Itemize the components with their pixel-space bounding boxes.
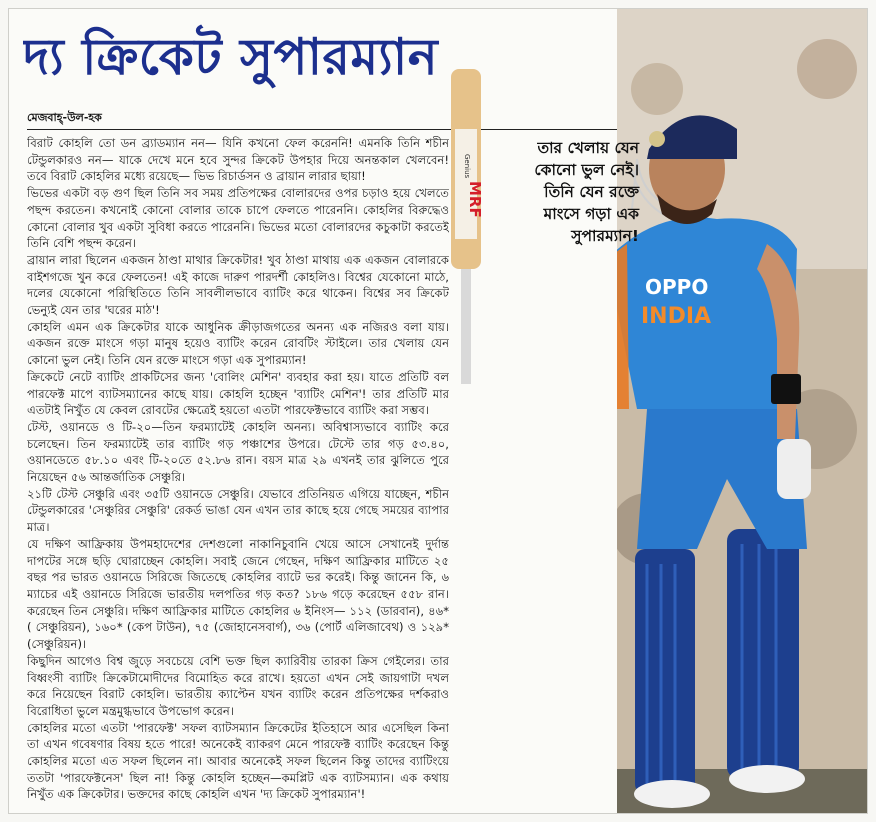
bat-handle [461, 269, 471, 384]
paragraph: কোহলির মতো এতটা 'পারফেক্ট' সফল ব্যাটসম্যান ক্রিকেটের ইতিহাসে আর এসেছিল কিনা তা এখন গবেষণার বিষয় হতে পারে! অনেকেই ব্যাকরণ মেনে পারফেক্ট ব্যাটিং করেছেন কিন্তু কোহলির মতো এত সফল ছিলেন না। আবার অনেকেই সফল ছিলেন কিন্তু তাদের ব্যাটিংয়ে ততটা 'পারফেক্টনেস' ছিল না! কিন্তু কোহলি হচ্ছেন—কমপ্লিট এক ব্যাটসম্যান। এক কথায় নিখুঁত এক ক্রিকেটার। ভক্তদের কাছে কোহলি এখন 'দ্য ক্রিকেট সুপারম্যান'! [27, 720, 449, 802]
paragraph: ক্রিকেটে নেটে ব্যাটিং প্রাকটিসের জন্য 'বোলিং মেশিন' ব্যবহার করা হয়। যাতে প্রতিটি বল পারফেক্ট মাপে ব্যাটসম্যানের কাছে যায়। কোহলি হচ্ছেন 'ব্যাটিং মেশিন'! তার প্রতিটি মার এতটাই নিখুঁত যে কেবল রোবটের ক্ষেত্রেই হয়তো এতটা পারফেক্টভাবে ব্যাটিং করা সম্ভব। [27, 369, 449, 418]
paragraph: টেস্ট, ওয়ানডে ও টি-২০—তিন ফরম্যাটেই কোহলি অনন্য। অবিশ্বাস্যভাবে ব্যাটিং করে চলেছেন। তিন ফরম্যাটেই তার ব্যাটিং গড় পঞ্চাশের উপরে। টেস্টে তার গড় ৫৩.৪০, ওয়ানডেতে ৫৮.১০ এবং টি-২০তে ৫২.৮৬ রান। বয়স মাত্র ২৯ এখনই তার ঝুলিতে পুরে নিয়েছেন ৫৬ আন্তর্জাতিক সেঞ্চুরি। [27, 419, 449, 485]
paragraph: ভিভের একটা বড় গুণ ছিল তিনি সব সময় প্রতিপক্ষের বোলারদের ওপর চড়াও হয়ে খেলতে পছন্দ করতেন। কখনোই কোনো বোলার তাকে চাপে ফেলতে পারেননি। কোহলির বিরুদ্ধেও কোনো বোলার খুব একটা সুবিধা করতে পারেননি। ভিভের মতো বোলারদের কচুকাটা করতেই তিনি বেশি পছন্দ করেন। [27, 186, 449, 251]
bat-model: Genius [463, 154, 471, 179]
pull-quote-line: মাংসে গড়া এক [543, 205, 639, 223]
wristband [771, 374, 801, 404]
paragraph: ব্রায়ান লারা ছিলেন একজন ঠাণ্ডা মাথার ক্রিকেটার! খুব ঠাণ্ডা মাথায় এক একজন বোলারকে বাইশগজে খুন করে ফেলতেন! এই কাজে দারুণ পারদর্শী কোহলিও। বিশ্বের যেকোনো মাঠে, দলের যেকোনো পরিস্থিতিতে তিনি সাবলীলভাবে ব্যাটিং করে থাকেন। বিশ্বের সব ক্রিকেট ভেন্যুই যেন তার 'ঘরের মাঠ'! [27, 252, 449, 318]
left-pad [635, 549, 695, 794]
byline: মেজবাহ্-উল-হক [27, 111, 102, 124]
pull-quote-line: তিনি যেন রক্তে [544, 183, 639, 201]
paragraph: কোহলি এমন এক ক্রিকেটার যাকে আধুনিক ক্রীড়াজগতের অনন্য এক নজিরও বলা যায়। একজন রক্তে মাংসে গড়া মানুষ হয়েও ব্যাটিং করেন রোবটিং স্টাইলে। তার খেলায় যেন কোনো ভুল নেই। তিনি যেন রক্তে মাংসে গড়া এক সুপারম্যান! [27, 319, 449, 368]
paragraph: যে দক্ষিণ আফ্রিকায় উপমহাদেশের দেশগুলো নাকানিচুবানি খেয়ে আসে সেখানেই দুর্দান্ত দাপটের সঙ্গে ছড়ি ঘোরাচ্ছেন কোহলি। সবাই জেনে গেছেন, দক্ষিণ আফ্রিকার মাটিতে ২৫ বছর পর ভারত ওয়ানডে সিরিজে জিতেছে কোহলির ব্যাটে ভর করেই। কিন্তু জানেন কি, ৬ ম্যাচের এই ওয়ানডে সিরিজে ভারতীয় দলপতির গড় কত? ১৮৬ গড়ে করেছেন ৫৫৮ রান। করেছেন তিন সেঞ্চুরি। দক্ষিণ আফ্রিকার মাটিতে কোহলির ৬ ইনিংস— ১১২ (ডারবান), ৪৬* ( সেঞ্চুরিয়ন), ১৬০* (কেপ টাউন), ৭৫ (জোহানেসবার্গ), ৩৬ (পোর্ট এলিজাবেথ) ও ১২৯* (সেঞ্চুরিয়ন)। [27, 536, 449, 652]
pull-quote-line: তার খেলায় যেন [537, 139, 639, 157]
batsman-illustration [617, 9, 868, 814]
jersey-sponsor: OPPO [645, 275, 709, 299]
player-photo [617, 9, 868, 814]
bat-brand: MRF [466, 181, 484, 218]
newspaper-page [8, 8, 868, 814]
paragraph: ২১টি টেস্ট সেঞ্চুরি এবং ৩৫টি ওয়ানডে সেঞ্চুরি। যেভাবে প্রতিনিয়ত এগিয়ে যাচ্ছেন, শচীন টেন্ডুলকারের 'সেঞ্চুরির সেঞ্চুরি' রেকর্ড ভাঙা যেন এখন তার কাছে হয়ে গেছে সময়ের ব্যাপার মাত্র। [27, 486, 449, 535]
article-body [27, 135, 449, 810]
batting-glove [777, 439, 811, 499]
pull-quote-line: কোনো ভুল নেই। [534, 161, 639, 179]
paragraph: বিরাট কোহলি তো ডন ব্র্যাডম্যান নন— যিনি কখনো ফেল করেননি! এমনকি তিনি শচীন টেন্ডুলকারও নন— যাকে দেখে মনে হবে সুন্দর ক্রিকেট উপহার দিয়ে অনন্তকাল খেলবেন! তবে বিরাট কোহলির মধ্যে রয়েছে— ভিভ রিচার্ডসন ও ব্রায়ান লারার ছায়া! [27, 136, 449, 184]
byline-divider [27, 129, 617, 130]
pull-quote-line: সুপারম্যান! [571, 227, 639, 245]
pull-quote [479, 137, 639, 247]
paragraph: কিছুদিন আগেও বিশ্ব জুড়ে সবচেয়ে বেশি ভক্ত ছিল ক্যারিবীয় তারকা ক্রিস গেইলের। তার বিধ্বংসী ব্যাটিং ক্রিকেটামোদীদের বিমোহিত করে রাখে। হয়তো এখন সেই জায়গাটা দখল করে নিয়েছেন বিরাট কোহলি। ভারতীয় ক্যাপ্টেন যখন ব্যাটিং করেন প্রতিপক্ষের দর্শকরাও বিরোধিতা ভুলে মন্ত্রমুগ্ধভাবে উপভোগ করেন। [27, 653, 449, 718]
headline: দ্য ক্রিকেট সুপারম্যান [23, 28, 439, 86]
right-pad [727, 529, 799, 779]
jersey-team-name: INDIA [641, 304, 712, 329]
